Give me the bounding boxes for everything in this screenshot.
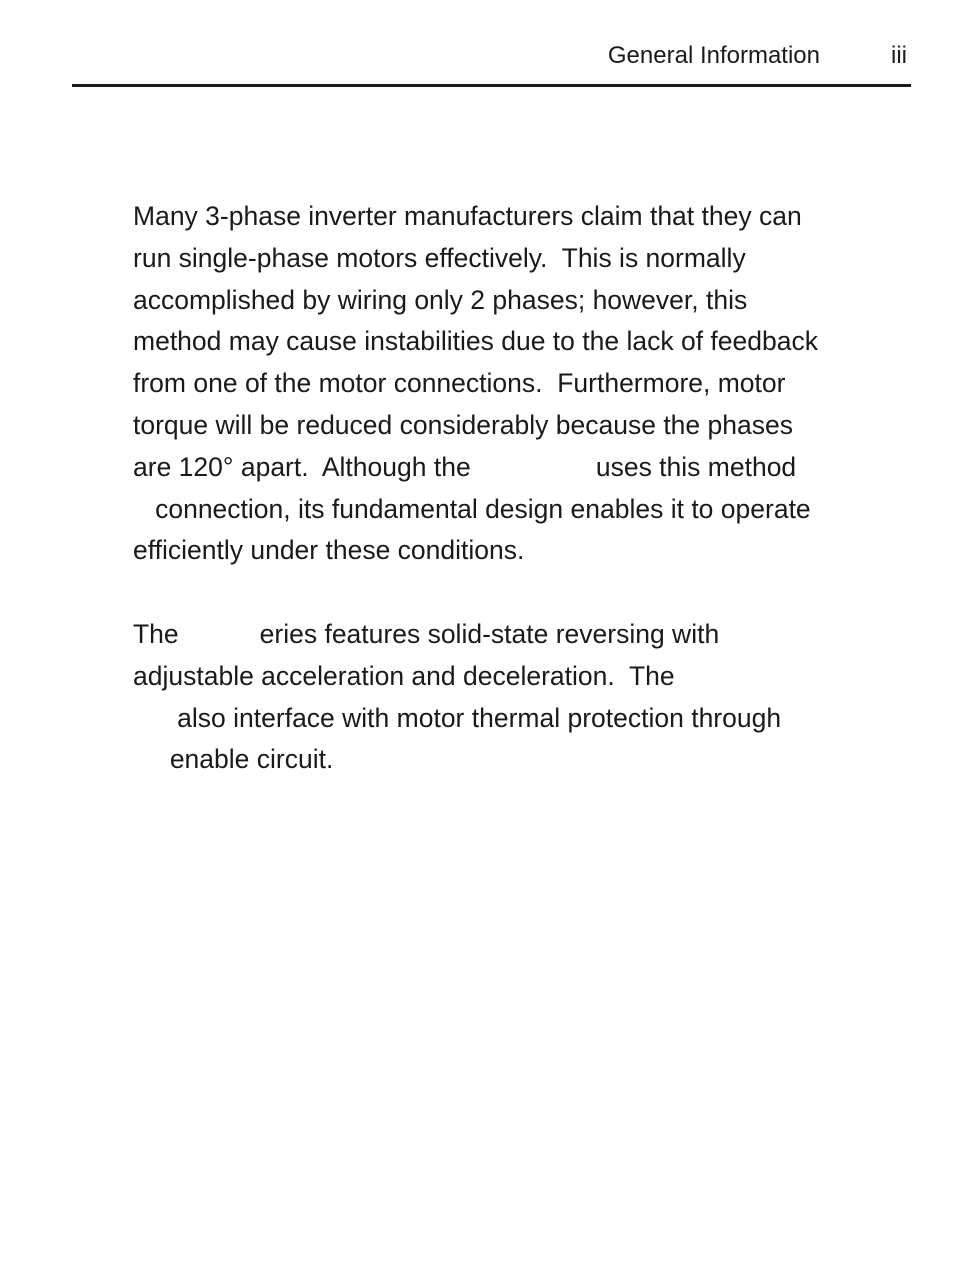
text-line: are 120° apart. Although the uses this method (133, 451, 797, 482)
text-line: adjustable acceleration and deceleration. The (133, 660, 675, 691)
text-line: accomplished by wiring only 2 phases; however, this (133, 284, 748, 315)
body-text (133, 196, 913, 781)
text-line: torque will be reduced considerably because the phases (133, 409, 793, 440)
text-line: enable circuit. (133, 744, 334, 775)
page-header (72, 0, 911, 87)
text-line: also interface with motor thermal protection through (133, 702, 782, 733)
page-number: iii (891, 42, 907, 69)
text-line: efficiently under these conditions. (133, 535, 525, 566)
paragraph-2 (133, 614, 913, 781)
text-line: run single-phase motors effectively. This is normally (133, 242, 746, 273)
text-line: from one of the motor connections. Furthermore, motor (133, 368, 786, 399)
text-line: The eries features solid-state reversing with (133, 618, 720, 649)
section-title: General Information (607, 42, 820, 69)
text-line: method may cause instabilities due to the lack of feedback (133, 326, 818, 357)
paragraph-1 (133, 196, 913, 572)
text-line: connection, its fundamental design enables it to operate (133, 493, 811, 524)
paragraph-spacer (133, 572, 913, 614)
text-line: Many 3-phase inverter manufacturers claim that they can (133, 201, 802, 231)
